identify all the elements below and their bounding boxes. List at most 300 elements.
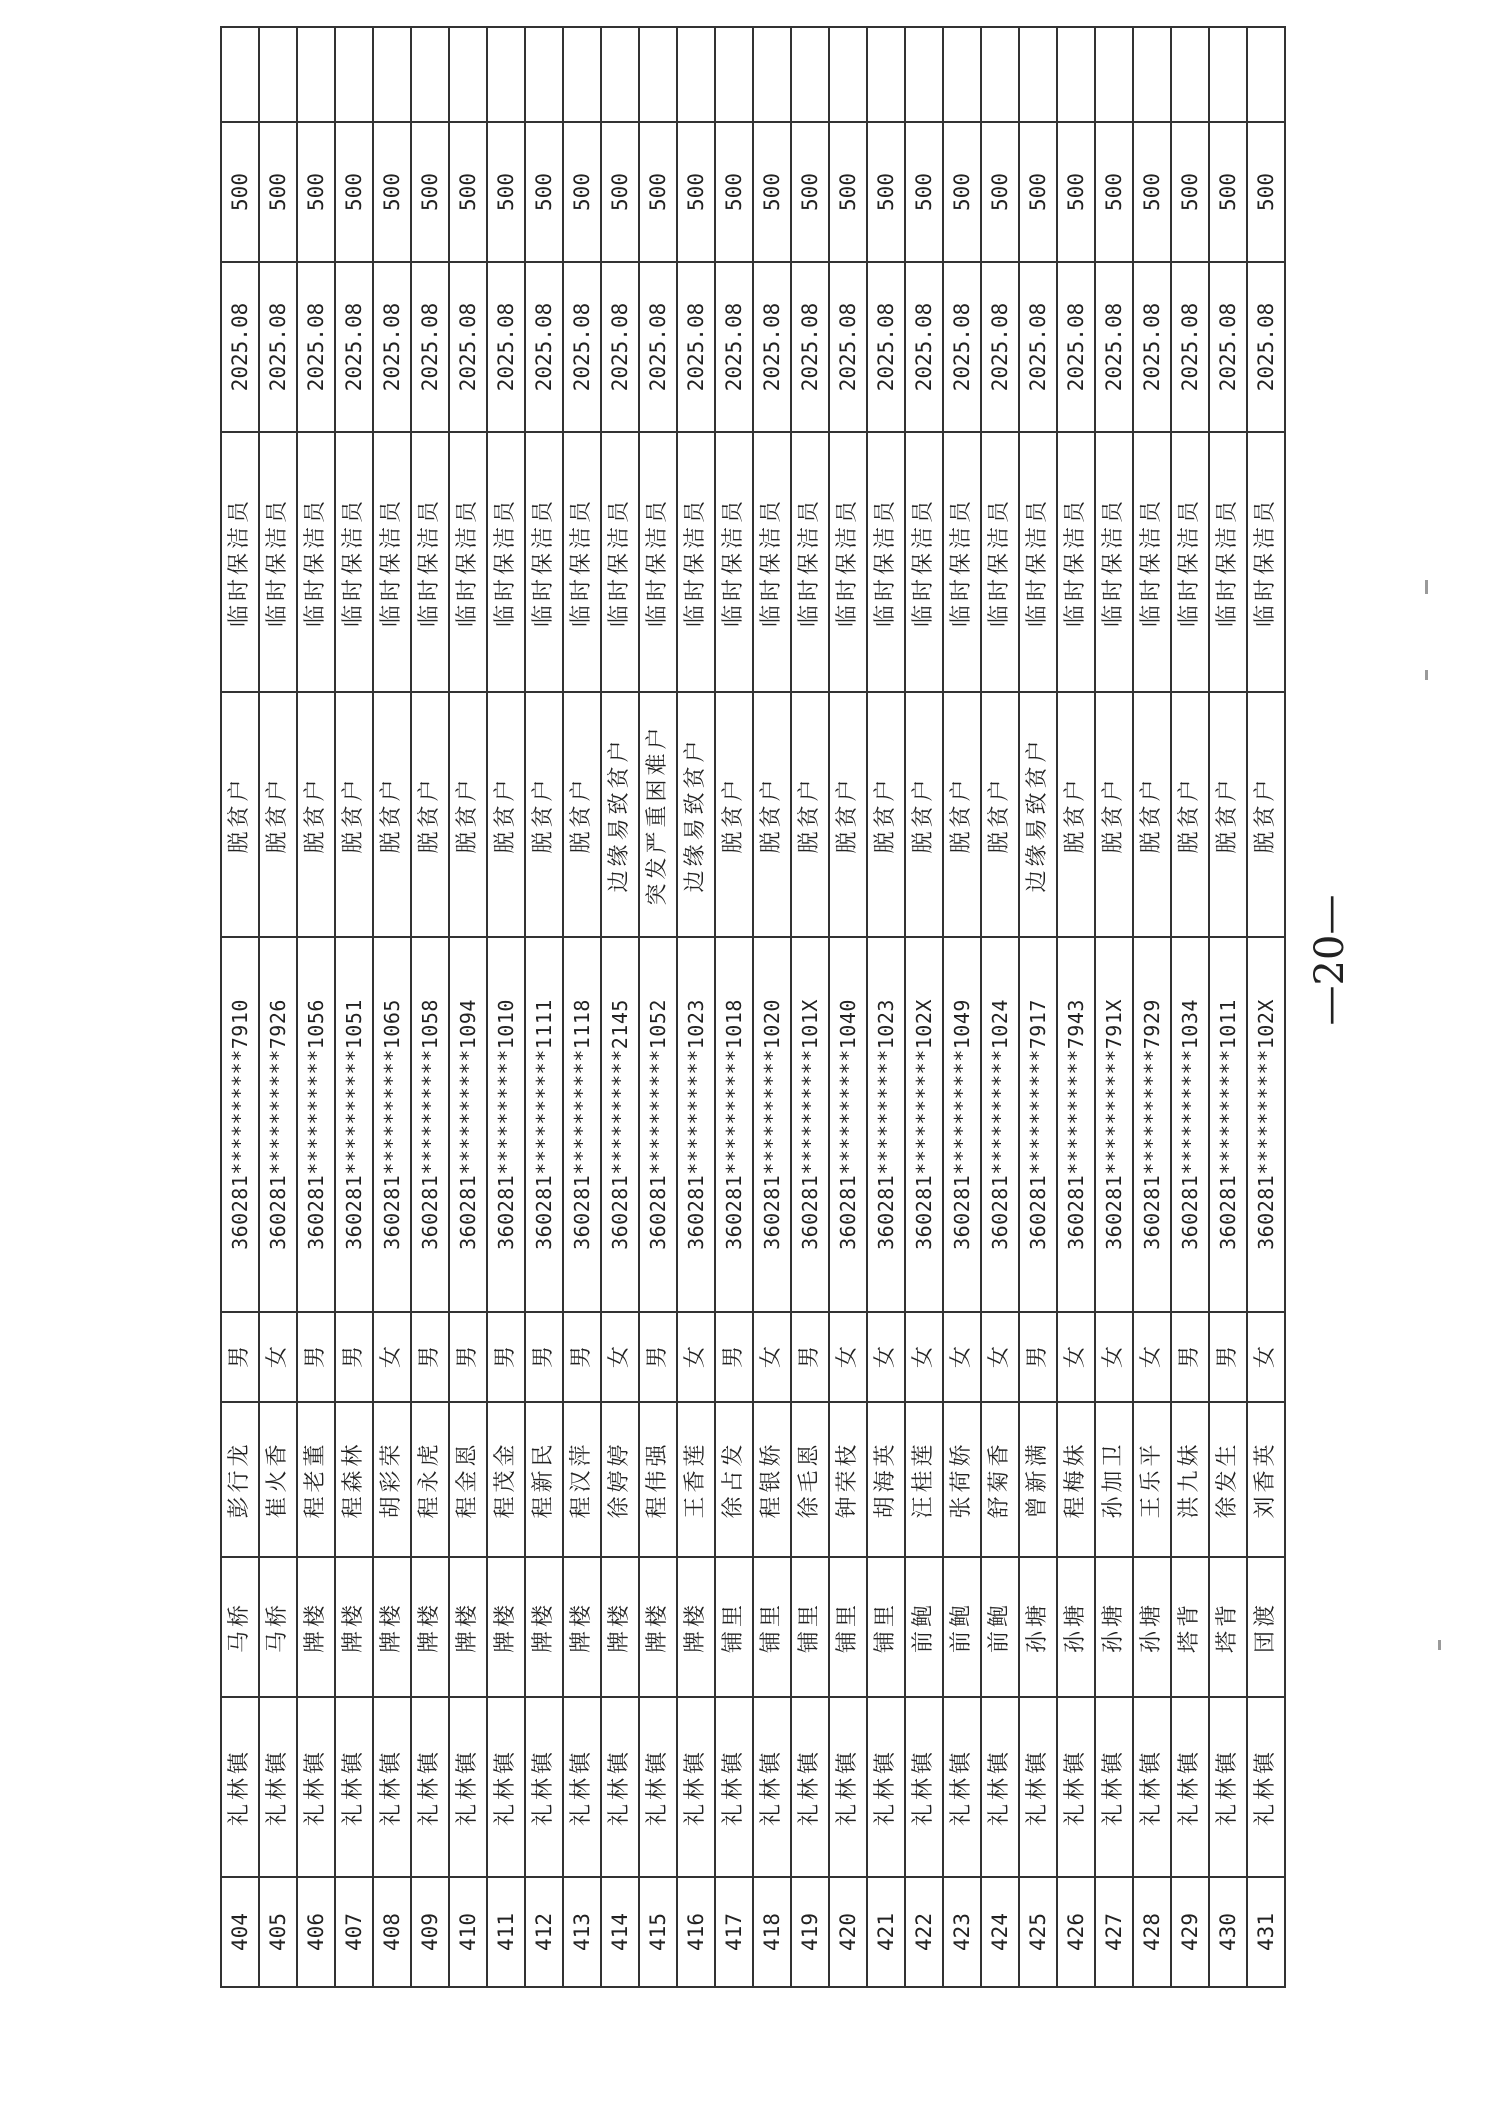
town-cell: 礼林镇 — [259, 1697, 297, 1877]
table-row — [905, 27, 943, 1987]
household-type-cell: 脱贫户 — [791, 692, 829, 937]
date-cell: 2025.08 — [1133, 262, 1171, 432]
name-cell: 王乐平 — [1133, 1402, 1171, 1557]
village-cell: 孙塘 — [1133, 1557, 1171, 1697]
table-row — [791, 27, 829, 1987]
village-cell: 铺里 — [753, 1557, 791, 1697]
amount-cell: 500 — [487, 122, 525, 262]
job-cell: 临时保洁员 — [411, 432, 449, 692]
household-type-cell: 边缘易致贫户 — [677, 692, 715, 937]
id-number-cell: 360281**********1040 — [829, 937, 867, 1312]
town-cell: 礼林镇 — [601, 1697, 639, 1877]
name-cell: 程伟强 — [639, 1402, 677, 1557]
row-number: 430 — [1209, 1877, 1247, 1987]
empty-cell — [905, 27, 943, 122]
row-number: 425 — [1019, 1877, 1057, 1987]
name-cell: 程老董 — [297, 1402, 335, 1557]
id-number-cell: 360281**********1111 — [525, 937, 563, 1312]
village-cell: 牌楼 — [601, 1557, 639, 1697]
sex-cell: 男 — [297, 1312, 335, 1402]
town-cell: 礼林镇 — [791, 1697, 829, 1877]
date-cell: 2025.08 — [715, 262, 753, 432]
name-cell: 程新民 — [525, 1402, 563, 1557]
village-cell: 牌楼 — [563, 1557, 601, 1697]
sex-cell: 男 — [335, 1312, 373, 1402]
id-number-cell: 360281**********7926 — [259, 937, 297, 1312]
name-cell: 程永虎 — [411, 1402, 449, 1557]
date-cell: 2025.08 — [259, 262, 297, 432]
amount-cell: 500 — [221, 122, 259, 262]
id-number-cell: 360281**********1011 — [1209, 937, 1247, 1312]
name-cell: 钟荣枝 — [829, 1402, 867, 1557]
job-cell: 临时保洁员 — [601, 432, 639, 692]
sex-cell: 男 — [1019, 1312, 1057, 1402]
name-cell: 洪九妹 — [1171, 1402, 1209, 1557]
date-cell: 2025.08 — [829, 262, 867, 432]
id-number-cell: 360281**********1024 — [981, 937, 1019, 1312]
row-number: 412 — [525, 1877, 563, 1987]
household-type-cell: 脱贫户 — [1209, 692, 1247, 937]
empty-cell — [411, 27, 449, 122]
sex-cell: 男 — [449, 1312, 487, 1402]
sex-cell: 女 — [1095, 1312, 1133, 1402]
household-type-cell: 脱贫户 — [221, 692, 259, 937]
household-type-cell: 脱贫户 — [1247, 692, 1285, 937]
sex-cell: 男 — [639, 1312, 677, 1402]
table-body — [221, 27, 1285, 1987]
table-row — [525, 27, 563, 1987]
name-cell: 程梅妹 — [1057, 1402, 1095, 1557]
table-row — [1057, 27, 1095, 1987]
town-cell: 礼林镇 — [981, 1697, 1019, 1877]
town-cell: 礼林镇 — [1247, 1697, 1285, 1877]
empty-cell — [1209, 27, 1247, 122]
household-type-cell: 脱贫户 — [1057, 692, 1095, 937]
household-type-cell: 脱贫户 — [259, 692, 297, 937]
id-number-cell: 360281**********1051 — [335, 937, 373, 1312]
amount-cell: 500 — [259, 122, 297, 262]
table-row — [1133, 27, 1171, 1987]
date-cell: 2025.08 — [867, 262, 905, 432]
town-cell: 礼林镇 — [1133, 1697, 1171, 1877]
amount-cell: 500 — [601, 122, 639, 262]
job-cell: 临时保洁员 — [1209, 432, 1247, 692]
town-cell: 礼林镇 — [373, 1697, 411, 1877]
table-row — [487, 27, 525, 1987]
row-number: 408 — [373, 1877, 411, 1987]
table-row — [677, 27, 715, 1987]
village-cell: 铺里 — [829, 1557, 867, 1697]
id-number-cell: 360281**********1065 — [373, 937, 411, 1312]
empty-cell — [1095, 27, 1133, 122]
date-cell: 2025.08 — [411, 262, 449, 432]
date-cell: 2025.08 — [1057, 262, 1095, 432]
village-cell: 牌楼 — [449, 1557, 487, 1697]
id-number-cell: 360281**********1052 — [639, 937, 677, 1312]
household-type-cell: 脱贫户 — [715, 692, 753, 937]
amount-cell: 500 — [791, 122, 829, 262]
sex-cell: 女 — [259, 1312, 297, 1402]
date-cell: 2025.08 — [1095, 262, 1133, 432]
household-type-cell: 脱贫户 — [867, 692, 905, 937]
row-number: 418 — [753, 1877, 791, 1987]
town-cell: 礼林镇 — [639, 1697, 677, 1877]
date-cell: 2025.08 — [449, 262, 487, 432]
amount-cell: 500 — [373, 122, 411, 262]
village-cell: 前鲍 — [981, 1557, 1019, 1697]
empty-cell — [791, 27, 829, 122]
amount-cell: 500 — [943, 122, 981, 262]
row-number: 429 — [1171, 1877, 1209, 1987]
town-cell: 礼林镇 — [905, 1697, 943, 1877]
name-cell: 孙加卫 — [1095, 1402, 1133, 1557]
date-cell: 2025.08 — [563, 262, 601, 432]
household-type-cell: 脱贫户 — [753, 692, 791, 937]
id-number-cell: 360281**********7917 — [1019, 937, 1057, 1312]
row-number: 423 — [943, 1877, 981, 1987]
date-cell: 2025.08 — [1247, 262, 1285, 432]
village-cell: 马桥 — [221, 1557, 259, 1697]
id-number-cell: 360281**********7910 — [221, 937, 259, 1312]
table-row — [1209, 27, 1247, 1987]
village-cell: 铺里 — [867, 1557, 905, 1697]
date-cell: 2025.08 — [677, 262, 715, 432]
scan-mark — [1425, 670, 1428, 680]
id-number-cell: 360281**********7943 — [1057, 937, 1095, 1312]
empty-cell — [829, 27, 867, 122]
id-number-cell: 360281**********1020 — [753, 937, 791, 1312]
amount-cell: 500 — [1133, 122, 1171, 262]
table-row — [1095, 27, 1133, 1987]
table-row — [715, 27, 753, 1987]
id-number-cell: 360281**********1049 — [943, 937, 981, 1312]
table-row — [829, 27, 867, 1987]
amount-cell: 500 — [867, 122, 905, 262]
household-type-cell: 边缘易致贫户 — [601, 692, 639, 937]
job-cell: 临时保洁员 — [525, 432, 563, 692]
date-cell: 2025.08 — [981, 262, 1019, 432]
id-number-cell: 360281**********102X — [1247, 937, 1285, 1312]
empty-cell — [373, 27, 411, 122]
sex-cell: 男 — [487, 1312, 525, 1402]
household-type-cell: 突发严重困难户 — [639, 692, 677, 937]
name-cell: 曾新满 — [1019, 1402, 1057, 1557]
village-cell: 塔背 — [1171, 1557, 1209, 1697]
amount-cell: 500 — [1095, 122, 1133, 262]
scan-mark — [1438, 1640, 1441, 1650]
id-number-cell: 360281**********102X — [905, 937, 943, 1312]
sex-cell: 男 — [563, 1312, 601, 1402]
empty-cell — [297, 27, 335, 122]
town-cell: 礼林镇 — [867, 1697, 905, 1877]
job-cell: 临时保洁员 — [335, 432, 373, 692]
date-cell: 2025.08 — [1209, 262, 1247, 432]
town-cell: 礼林镇 — [449, 1697, 487, 1877]
name-cell: 徐毛恩 — [791, 1402, 829, 1557]
empty-cell — [601, 27, 639, 122]
town-cell: 礼林镇 — [715, 1697, 753, 1877]
village-cell: 铺里 — [715, 1557, 753, 1697]
household-type-cell: 脱贫户 — [981, 692, 1019, 937]
village-cell: 孙塘 — [1019, 1557, 1057, 1697]
job-cell: 临时保洁员 — [943, 432, 981, 692]
village-cell: 牌楼 — [411, 1557, 449, 1697]
job-cell: 临时保洁员 — [981, 432, 1019, 692]
job-cell: 临时保洁员 — [1057, 432, 1095, 692]
village-cell: 铺里 — [791, 1557, 829, 1697]
name-cell: 彭行龙 — [221, 1402, 259, 1557]
town-cell: 礼林镇 — [297, 1697, 335, 1877]
job-cell: 临时保洁员 — [905, 432, 943, 692]
household-type-cell: 脱贫户 — [943, 692, 981, 937]
amount-cell: 500 — [753, 122, 791, 262]
date-cell: 2025.08 — [335, 262, 373, 432]
household-type-cell: 脱贫户 — [411, 692, 449, 937]
table-row — [867, 27, 905, 1987]
amount-cell: 500 — [677, 122, 715, 262]
village-cell: 牌楼 — [297, 1557, 335, 1697]
date-cell: 2025.08 — [1171, 262, 1209, 432]
name-cell: 张荷娇 — [943, 1402, 981, 1557]
id-number-cell: 360281**********1023 — [867, 937, 905, 1312]
name-cell: 程森林 — [335, 1402, 373, 1557]
name-cell: 程金恩 — [449, 1402, 487, 1557]
row-number: 409 — [411, 1877, 449, 1987]
table-row — [1019, 27, 1057, 1987]
town-cell: 礼林镇 — [753, 1697, 791, 1877]
empty-cell — [1133, 27, 1171, 122]
household-type-cell: 脱贫户 — [297, 692, 335, 937]
row-number: 431 — [1247, 1877, 1285, 1987]
job-cell: 临时保洁员 — [791, 432, 829, 692]
amount-cell: 500 — [905, 122, 943, 262]
scan-mark — [1425, 580, 1428, 594]
job-cell: 临时保洁员 — [449, 432, 487, 692]
id-number-cell: 360281**********1018 — [715, 937, 753, 1312]
empty-cell — [221, 27, 259, 122]
village-cell: 孙塘 — [1057, 1557, 1095, 1697]
empty-cell — [487, 27, 525, 122]
town-cell: 礼林镇 — [221, 1697, 259, 1877]
date-cell: 2025.08 — [297, 262, 335, 432]
job-cell: 临时保洁员 — [1095, 432, 1133, 692]
row-number: 421 — [867, 1877, 905, 1987]
amount-cell: 500 — [829, 122, 867, 262]
amount-cell: 500 — [411, 122, 449, 262]
table-row — [943, 27, 981, 1987]
row-number: 416 — [677, 1877, 715, 1987]
date-cell: 2025.08 — [373, 262, 411, 432]
empty-cell — [981, 27, 1019, 122]
amount-cell: 500 — [525, 122, 563, 262]
household-type-cell: 脱贫户 — [1133, 692, 1171, 937]
household-type-cell: 脱贫户 — [525, 692, 563, 937]
name-cell: 刘香英 — [1247, 1402, 1285, 1557]
empty-cell — [449, 27, 487, 122]
id-number-cell: 360281**********2145 — [601, 937, 639, 1312]
sex-cell: 男 — [791, 1312, 829, 1402]
household-type-cell: 脱贫户 — [449, 692, 487, 937]
household-type-cell: 脱贫户 — [1095, 692, 1133, 937]
row-number: 407 — [335, 1877, 373, 1987]
town-cell: 礼林镇 — [1019, 1697, 1057, 1877]
job-cell: 临时保洁员 — [1019, 432, 1057, 692]
town-cell: 礼林镇 — [1095, 1697, 1133, 1877]
id-number-cell: 360281**********1023 — [677, 937, 715, 1312]
household-type-cell: 脱贫户 — [1171, 692, 1209, 937]
sex-cell: 女 — [981, 1312, 1019, 1402]
village-cell: 前鲍 — [905, 1557, 943, 1697]
amount-cell: 500 — [1057, 122, 1095, 262]
row-number: 424 — [981, 1877, 1019, 1987]
id-number-cell: 360281**********1094 — [449, 937, 487, 1312]
job-cell: 临时保洁员 — [829, 432, 867, 692]
table-row — [411, 27, 449, 1987]
amount-cell: 500 — [449, 122, 487, 262]
date-cell: 2025.08 — [601, 262, 639, 432]
table-row — [639, 27, 677, 1987]
amount-cell: 500 — [297, 122, 335, 262]
name-cell: 王香莲 — [677, 1402, 715, 1557]
amount-cell: 500 — [981, 122, 1019, 262]
sex-cell: 女 — [1133, 1312, 1171, 1402]
table-row — [221, 27, 259, 1987]
id-number-cell: 360281**********1034 — [1171, 937, 1209, 1312]
date-cell: 2025.08 — [221, 262, 259, 432]
town-cell: 礼林镇 — [677, 1697, 715, 1877]
household-type-cell: 脱贫户 — [373, 692, 411, 937]
row-number: 404 — [221, 1877, 259, 1987]
town-cell: 礼林镇 — [335, 1697, 373, 1877]
household-type-cell: 脱贫户 — [563, 692, 601, 937]
sex-cell: 女 — [943, 1312, 981, 1402]
row-number: 414 — [601, 1877, 639, 1987]
empty-cell — [1171, 27, 1209, 122]
empty-cell — [715, 27, 753, 122]
job-cell: 临时保洁员 — [639, 432, 677, 692]
row-number: 427 — [1095, 1877, 1133, 1987]
empty-cell — [677, 27, 715, 122]
subsidy-table — [220, 26, 1286, 1988]
id-number-cell: 360281**********101X — [791, 937, 829, 1312]
name-cell: 胡彩荣 — [373, 1402, 411, 1557]
sex-cell: 女 — [867, 1312, 905, 1402]
sex-cell: 女 — [1057, 1312, 1095, 1402]
town-cell: 礼林镇 — [1171, 1697, 1209, 1877]
rotated-table-container — [220, 128, 1278, 1988]
table-row — [1247, 27, 1285, 1987]
name-cell: 程茂金 — [487, 1402, 525, 1557]
amount-cell: 500 — [1171, 122, 1209, 262]
table-row — [335, 27, 373, 1987]
table-row — [449, 27, 487, 1987]
row-number: 420 — [829, 1877, 867, 1987]
table-row — [753, 27, 791, 1987]
village-cell: 塔背 — [1209, 1557, 1247, 1697]
town-cell: 礼林镇 — [563, 1697, 601, 1877]
village-cell: 孙塘 — [1095, 1557, 1133, 1697]
job-cell: 临时保洁员 — [677, 432, 715, 692]
date-cell: 2025.08 — [1019, 262, 1057, 432]
row-number: 410 — [449, 1877, 487, 1987]
row-number: 411 — [487, 1877, 525, 1987]
row-number: 406 — [297, 1877, 335, 1987]
amount-cell: 500 — [715, 122, 753, 262]
id-number-cell: 360281**********1010 — [487, 937, 525, 1312]
village-cell: 牌楼 — [525, 1557, 563, 1697]
job-cell: 临时保洁员 — [487, 432, 525, 692]
id-number-cell: 360281**********7929 — [1133, 937, 1171, 1312]
sex-cell: 男 — [1171, 1312, 1209, 1402]
table-row — [297, 27, 335, 1987]
table-row — [1171, 27, 1209, 1987]
town-cell: 礼林镇 — [525, 1697, 563, 1877]
page-number: —20— — [1307, 894, 1353, 1026]
sex-cell: 女 — [829, 1312, 867, 1402]
sex-cell: 男 — [1209, 1312, 1247, 1402]
name-cell: 徐婷婷 — [601, 1402, 639, 1557]
job-cell: 临时保洁员 — [221, 432, 259, 692]
amount-cell: 500 — [639, 122, 677, 262]
empty-cell — [563, 27, 601, 122]
sex-cell: 男 — [411, 1312, 449, 1402]
empty-cell — [867, 27, 905, 122]
date-cell: 2025.08 — [791, 262, 829, 432]
sex-cell: 女 — [1247, 1312, 1285, 1402]
sex-cell: 女 — [905, 1312, 943, 1402]
id-number-cell: 360281**********1118 — [563, 937, 601, 1312]
name-cell: 崔火香 — [259, 1402, 297, 1557]
amount-cell: 500 — [335, 122, 373, 262]
table-row — [981, 27, 1019, 1987]
id-number-cell: 360281**********1058 — [411, 937, 449, 1312]
row-number: 413 — [563, 1877, 601, 1987]
job-cell: 临时保洁员 — [1247, 432, 1285, 692]
job-cell: 临时保洁员 — [563, 432, 601, 692]
name-cell: 舒菊香 — [981, 1402, 1019, 1557]
sex-cell: 女 — [753, 1312, 791, 1402]
row-number: 419 — [791, 1877, 829, 1987]
name-cell: 汪桂莲 — [905, 1402, 943, 1557]
table-row — [373, 27, 411, 1987]
village-cell: 牌楼 — [487, 1557, 525, 1697]
town-cell: 礼林镇 — [1209, 1697, 1247, 1877]
row-number: 405 — [259, 1877, 297, 1987]
town-cell: 礼林镇 — [943, 1697, 981, 1877]
name-cell: 徐占发 — [715, 1402, 753, 1557]
date-cell: 2025.08 — [525, 262, 563, 432]
name-cell: 徐发生 — [1209, 1402, 1247, 1557]
empty-cell — [1057, 27, 1095, 122]
household-type-cell: 脱贫户 — [829, 692, 867, 937]
sex-cell: 男 — [525, 1312, 563, 1402]
table-row — [601, 27, 639, 1987]
town-cell: 礼林镇 — [487, 1697, 525, 1877]
id-number-cell: 360281**********1056 — [297, 937, 335, 1312]
table-row — [563, 27, 601, 1987]
household-type-cell: 脱贫户 — [335, 692, 373, 937]
row-number: 422 — [905, 1877, 943, 1987]
job-cell: 临时保洁员 — [715, 432, 753, 692]
amount-cell: 500 — [563, 122, 601, 262]
empty-cell — [259, 27, 297, 122]
empty-cell — [1019, 27, 1057, 122]
town-cell: 礼林镇 — [411, 1697, 449, 1877]
empty-cell — [335, 27, 373, 122]
household-type-cell: 脱贫户 — [905, 692, 943, 937]
empty-cell — [639, 27, 677, 122]
job-cell: 临时保洁员 — [1133, 432, 1171, 692]
